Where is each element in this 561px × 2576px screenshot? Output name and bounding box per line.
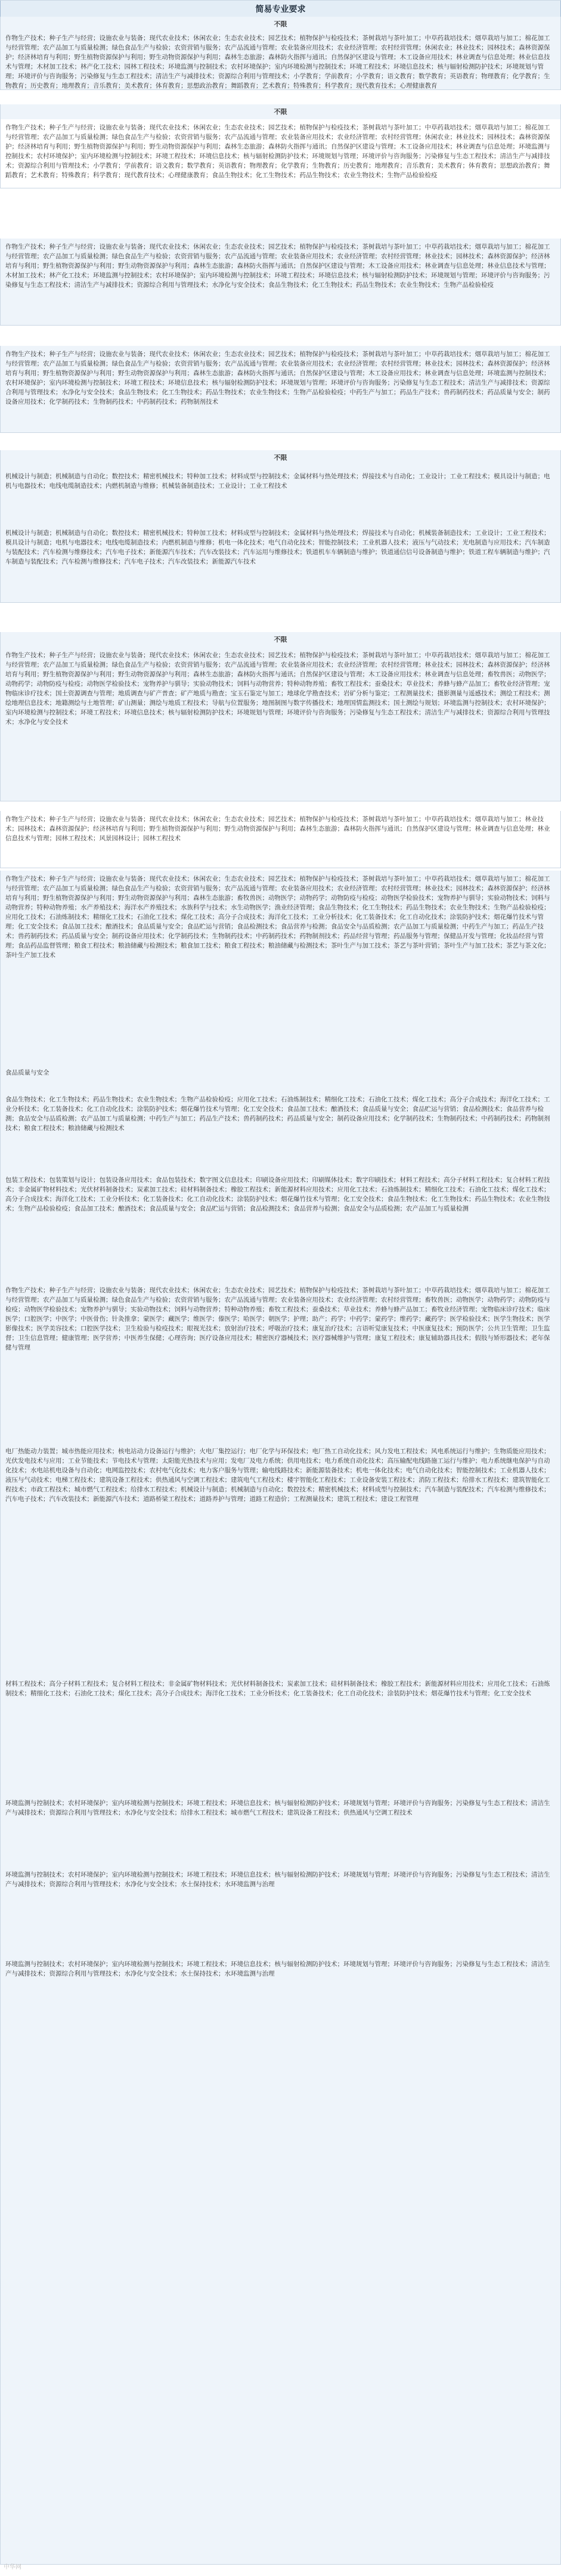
row-major-list: 电厂热能动力装置；城市热能应用技术；核电站动力设备运行与维护；火电厂集控运行；电厂化学与环保技术；电厂热工自动化技术；风力发电工程技术；风电系统运行与维护；生物质能应用技术；光伏发电技术与应用；工业节能技术；节电技术与管理；太阳能光热技术与应用；发电厂及电力系统；供用电技术；电力系统自动化技术；高压输配电线路施工运行与维护；电力系统继电保护与自动化技术；水电站机电设备与自动化；电网监控技术；农村电气化技术；电力客户服务与管理；输电线路技术；新能源装备技术；机电一体化技术；电气自动化技术；智能控制技术；工业机器人技术；液压与气动技术；电梯工程技术；建筑设备工程技术；供热通风与空调工程技术；建筑电气工程技术；楼宇智能化工程技术；工业设备安装工程技术；消防工程技术；给排水工程技术；建筑智能化工程技术；市政工程技术；城市燃气工程技术；给排水工程技术；机械设计与制造；机械制造与自动化；数控技术；精密机械技术；材料成型与控制技术；汽车制造与装配技术；汽车检测与维修技术；汽车电子技术；汽车改装技术；新能源汽车技术；道路桥梁工程技术；道路养护与管理；道路工程造价；工程测量技术；建筑工程技术；建设工程管理 (5, 1448, 550, 1503)
table-row (0, 450, 561, 469)
table-row (0, 239, 561, 326)
table-row (0, 119, 561, 188)
table-row (0, 632, 561, 648)
row-major-list: 环境监测与控制技术；农村环境保护；室内环境检测与控制技术；环境工程技术；环境信息技术；核与辐射检测防护技术；环境规划与管理；环境评价与咨询服务；污染修复与生态工程技术；清洁生产与减排技术；资源综合利用与管理技术；水净化与安全技术；水土保持技术；水环境监测与治理 (5, 1961, 550, 1977)
row-major-list: 环境监测与控制技术；农村环境保护；室内环境检测与控制技术；环境工程技术；环境信息技术；核与辐射检测防护技术；环境规划与管理；环境评价与咨询服务；污染修复与生态工程技术；清洁生产与减排技术；资源综合利用与管理技术；水净化与安全技术；给排水工程技术；城市燃气工程技术；建筑设备工程技术；供热通风与空调工程技术 (5, 1800, 550, 1816)
row-label-unlimited: 不限 (274, 108, 287, 116)
table-row (0, 871, 561, 1065)
table-row (0, 1282, 561, 1444)
table-row (0, 811, 561, 868)
row-major-list: 作物生产技术；种子生产与经营；设施农业与装备；现代农业技术；休闲农业；生态农业技术；园艺技术；植物保护与检疫技术；茶树栽培与茶叶加工；中草药栽培技术；烟草栽培与加工；棉花加工与经营管理；农产品加工与质量检测；绿色食品生产与检验；农资营销与服务；农产品流通与管理；农业装备应用技术；农业经济管理；农村经营管理；林业技术；园林技术；森林资源保护；经济林培育与利用；野生植物资源保护与利用；野生动物资源保护与利用；森林生态旅游；森林防火指挥与通讯；自然保护区建设与管理；木工设备应用技术；林业调查与信息处理；林业信息技术与管理；木材加工技术；林产化工技术；环境监测与控制技术；农村环境保护；室内环境检测与控制技术；环境工程技术；环境信息技术；核与辐射检测防护技术；环境规划与管理；环境评价与咨询服务；污染修复与生态工程技术；清洁生产与减排技术；资源综合利用与管理技术；水净化与安全技术；食品生物技术；化工生物技术；药品生物技术；农业生物技术；生物产品检验检疫 (5, 243, 550, 289)
table-header (0, 0, 561, 18)
row-major-list: 包装工程技术；包装策划与设计；包装设备应用技术；食品包装技术；数字图文信息技术；印刷设备应用技术；印刷媒体技术；数字印刷技术；材料工程技术；高分子材料工程技术；复合材料工程技术；非金属矿物材料技术；光伏材料制备技术；炭素加工技术；硅材料制备技术；橡胶工程技术；新能源材料应用技术；应用化工技术；石油炼制技术；精细化工技术；石油化工技术；煤化工技术；高分子合成技术；海洋化工技术；工业分析技术；化工装备技术；化工自动化技术；涂装防护技术；烟花爆竹技术与管理；化工安全技术；食品生物技术；化工生物技术；药品生物技术；农业生物技术；生物产品检验检疫；食品加工技术；酿酒技术；食品质量与安全；食品贮运与营销；食品检测技术；食品营养与检测；食品安全与品质检测；农产品加工与质量检测 (5, 1176, 550, 1212)
table-row (0, 468, 561, 525)
header-title: 简易专业要求 (255, 5, 306, 14)
row-major-list: 机械设计与制造；机械制造与自动化；数控技术；精密机械技术；特种加工技术；材料成型与控制技术；金属材料与热处理技术；焊接技术与自动化；工业设计；工业工程技术；模具设计与制造；电机与电器技术；电线电缆制造技术；内燃机制造与维修；机械装备制造技术；工业设计；工业工程技术 (5, 473, 550, 490)
table-row (0, 30, 561, 90)
table-row (0, 1064, 561, 1092)
table-row (0, 647, 561, 801)
table-row (0, 1866, 561, 1956)
table-row (0, 1676, 561, 1795)
table-row (0, 1795, 561, 1867)
table-row (0, 104, 561, 120)
row-major-list: 作物生产技术；种子生产与经营；设施农业与装备；现代农业技术；休闲农业；生态农业技术；园艺技术；植物保护与检疫技术；茶树栽培与茶叶加工；中草药栽培技术；烟草栽培与加工；棉花加工与经营管理；农产品加工与质量检测；绿色食品生产与检验；农资营销与服务；农产品流通与管理；农业装备应用技术；农业经济管理；农村经营管理；林业技术；园林技术；森林资源保护；经济林培育与利用；野生植物资源保护与利用；野生动物资源保护与利用；森林生态旅游；森林防火指挥与通讯；自然保护区建设与管理；木工设备应用技术；林业调查与信息处理；畜牧兽医；动物医学；动物药学；动物防疫与检疫；动物医学检验技术；宠物养护与驯导；实验动物技术；饲料与动物营养；特种动物养殖；畜牧工程技术；蚕桑技术；草业技术；养蜂与蜂产品加工；畜牧业经济管理；宠物临床诊疗技术；国土资源调查与管理；地质调查与矿产普查；矿产地质与勘查；宝玉石鉴定与加工；地球化学勘查技术；岩矿分析与鉴定；工程测量技术；摄影测量与遥感技术；测绘工程技术；测绘地理信息技术；地籍测绘与土地管理；矿山测量；测绘与地质工程技术；导航与位置服务；地图制图与数字传播技术；地理国情监测技术；国土测绘与规划；环境监测与控制技术；农村环境保护；室内环境检测与控制技术；环境工程技术；环境信息技术；核与辐射检测防护技术；环境规划与管理；环境评价与咨询服务；污染修复与生态工程技术；清洁生产与减排技术；资源综合利用与管理技术；水净化与安全技术 (5, 652, 550, 726)
table-row (0, 0, 561, 1)
table-row (0, 1443, 561, 1676)
table-row (0, 1172, 561, 1283)
row-major-list: 食品生物技术；化工生物技术；药品生物技术；农业生物技术；生物产品检验检疫；应用化工技术；石油炼制技术；精细化工技术；石油化工技术；煤化工技术；高分子合成技术；海洋化工技术；工业分析技术；化工装备技术；化工自动化技术；涂装防护技术；烟花爆竹技术与管理；化工安全技术；食品加工技术；酿酒技术；食品质量与安全；食品贮运与营销；食品检测技术；食品营养与检测；食品安全与品质检测；农产品加工与质量检测；中药生产与加工；药品生产技术；兽药制药技术；药品质量与安全；制药设备应用技术；化学制药技术；生物制药技术；中药制药技术；药物制剂技术；粮食工程技术；粮油储藏与检测技术 (5, 1096, 550, 1132)
row-major-list: 作物生产技术；种子生产与经营；设施农业与装备；现代农业技术；休闲农业；生态农业技术；园艺技术；植物保护与检疫技术；茶树栽培与茶叶加工；中草药栽培技术；烟草栽培与加工；棉花加工与经营管理；农产品加工与质量检测；绿色食品生产与检验；农资营销与服务；农产品流通与管理；农业装备应用技术；农业经济管理；农村经营管理；休闲农业；林业技术；园林技术；森林资源保护；经济林培育与利用；野生植物资源保护与利用；野生动物资源保护与利用；森林生态旅游；森林防火指挥与通讯；自然保护区建设与管理；木工设备应用技术；林业调查与信息处理；林业信息技术与管理；木材加工技术；林产化工技术；园林工程技术；环境监测与控制技术；农村环境保护；室内环境检测与控制技术；环境工程技术；环境信息技术；核与辐射检测防护技术；环境规划与管理；环境评价与咨询服务；污染修复与生态工程技术；清洁生产与减排技术；资源综合利用与管理技术；小学教育；学前教育；小学教育；语文教育；数学教育；英语教育；物理教育；化学教育；生物教育；历史教育；地理教育；音乐教育；美术教育；体育教育；思想政治教育；舞蹈教育；艺术教育；特殊教育；科学教育；现代教育技术；心理健康教育 (5, 35, 550, 89)
row-major-list: 作物生产技术；种子生产与经营；设施农业与装备；现代农业技术；休闲农业；生态农业技术；园艺技术；植物保护与检疫技术；茶树栽培与茶叶加工；中草药栽培技术；烟草栽培与加工；棉花加工与经营管理；农产品加工与质量检测；绿色食品生产与检验；农资营销与服务；农产品流通与管理；农业装备应用技术；农业经济管理；农村经营管理；林业技术；园林技术；森林资源保护；经济林培育与利用；野生植物资源保护与利用；野生动物资源保护与利用；森林生态旅游；畜牧兽医；动物医学；动物药学；动物防疫与检疫；动物医学检验技术；宠物养护与驯导；实验动物技术；饲料与动物营养；特种动物养殖；水产养殖技术；海洋水产养殖技术；水族科学与技术；水生动物医学；渔业经济管理；食品生物技术；化工生物技术；药品生物技术；农业生物技术；生物产品检验检疫；应用化工技术；石油炼制技术；精细化工技术；石油化工技术；煤化工技术；高分子合成技术；海洋化工技术；工业分析技术；化工装备技术；化工自动化技术；涂装防护技术；烟花爆竹技术与管理；化工安全技术；食品加工技术；酿酒技术；食品质量与安全；食品贮运与营销；食品检测技术；食品营养与检测；食品安全与品质检测；农产品加工与质量检测；中药生产与加工；药品生产技术；兽药制药技术；药品质量与安全；制药设备应用技术；化学制药技术；生物制药技术；中药制药技术；药物制剂技术；药品经营与管理；药品服务与管理；保健品开发与管理；化妆品经营与管理；食品药品监督管理；粮食工程技术；粮油储藏与检测技术；粮食加工技术；粮食工程技术；粮油储藏与检测技术；茶叶生产与加工技术；茶艺与茶叶营销；茶叶生产与加工技术；茶艺与茶文化；茶叶生产加工技术 (5, 875, 550, 959)
row-major-list: 作物生产技术；种子生产与经营；设施农业与装备；现代农业技术；休闲农业；生态农业技术；园艺技术；植物保护与检疫技术；茶树栽培与茶叶加工；中草药栽培技术；烟草栽培与加工；棉花加工与经营管理；农产品加工与质量检测；绿色食品生产与检验；农资营销与服务；农产品流通与管理；农业装备应用技术；农业经济管理；农村经营管理；林业技术；园林技术；森林资源保护；经济林培育与利用；野生植物资源保护与利用；野生动物资源保护与利用；森林生态旅游；森林防火指挥与通讯；自然保护区建设与管理；木工设备应用技术；林业调查与信息处理；环境监测与控制技术；农村环境保护；室内环境检测与控制技术；环境工程技术；环境信息技术；核与辐射检测防护技术；环境规划与管理；环境评价与咨询服务；污染修复与生态工程技术；清洁生产与减排技术；资源综合利用与管理技术；水净化与安全技术；食品生物技术；化工生物技术；药品生物技术；农业生物技术；生物产品检验检疫；中药生产与加工；药品生产技术；兽药制药技术；药品质量与安全；制药设备应用技术；化学制药技术；生物制药技术；中药制药技术；药物制剂技术 (5, 351, 550, 405)
table-row (0, 17, 561, 30)
table-row (0, 1091, 561, 1172)
row-label-unlimited: 不限 (274, 636, 287, 643)
table-row (0, 346, 561, 433)
watermark: 中华网 (4, 2564, 21, 2571)
row-label-unlimited: 不限 (274, 454, 287, 462)
row-major-list: 环境监测与控制技术；农村环境保护；室内环境检测与控制技术；环境工程技术；环境信息技术；核与辐射检测防护技术；环境规划与管理；环境评价与咨询服务；污染修复与生态工程技术；清洁生产与减排技术；资源综合利用与管理技术；水净化与安全技术；水土保持技术；水环境监测与治理 (5, 1871, 550, 1888)
row-major-list: 食品质量与安全 (5, 1069, 49, 1076)
row-major-list: 作物生产技术；种子生产与经营；设施农业与装备；现代农业技术；休闲农业；生态农业技术；园艺技术；植物保护与检疫技术；茶树栽培与茶叶加工；中草药栽培技术；烟草栽培与加工；棉花加工与经营管理；农产品加工与质量检测；绿色食品生产与检验；农资营销与服务；农产品流通与管理；农业装备应用技术；农业经济管理；农村经营管理；畜牧兽医；动物医学；动物药学；动物防疫与检疫；动物医学检验技术；宠物养护与驯导；实验动物技术；饲料与动物营养；特种动物养殖；畜牧工程技术；蚕桑技术；草业技术；养蜂与蜂产品加工；畜牧业经济管理；宠物临床诊疗技术；临床医学；口腔医学；中医学；中医骨伤；针灸推拿；蒙医学；藏医学；维医学；傣医学；哈医学；朝医学；护理；助产；药学；中药学；蒙药学；维药学；藏药学；医学检验技术；医学生物技术；医学影像技术；医学美容技术；口腔医学技术；卫生检验与检疫技术；眼视光技术；放射治疗技术；呼吸治疗技术；康复治疗技术；言语听觉康复技术；中医康复技术；预防医学；公共卫生管理；卫生监督；卫生信息管理；健康管理；医学营养；中医养生保健；心理咨询；医疗设备应用技术；精密医疗器械技术；医疗器械维护与管理；康复工程技术；康复辅助器具技术；假肢与矫形器技术；老年保健与管理 (5, 1287, 550, 1351)
row-major-list: 作物生产技术；种子生产与经营；设施农业与装备；现代农业技术；休闲农业；生态农业技术；园艺技术；植物保护与检疫技术；茶树栽培与茶叶加工；中草药栽培技术；烟草栽培与加工；林业技术；园林技术；森林资源保护；经济林培育与利用；野生植物资源保护与利用；野生动物资源保护与利用；森林生态旅游；森林防火指挥与通讯；自然保护区建设与管理；林业调查与信息处理；林业信息技术与管理；园林工程技术；风景园林设计；园林工程技术 (5, 816, 550, 842)
row-major-list: 机械设计与制造；机械制造与自动化；数控技术；精密机械技术；特种加工技术；材料成型与控制技术；金属材料与热处理技术；焊接技术与自动化；机械装备制造技术；工业设计；工业工程技术；模具设计与制造；电机与电器技术；电线电缆制造技术；内燃机制造与维修；机电一体化技术；电气自动化技术；智能控制技术；工业机器人技术；液压与气动技术；光电制造与应用技术；汽车制造与装配技术；汽车检测与维修技术；汽车电子技术；新能源汽车技术；汽车改装技术；汽车运用与维修技术；铁道机车车辆制造与维护；铁道通信信号设备制造与维护；铁道工程车辆制造与维护；汽车制造与装配技术；汽车检测与维修技术；汽车电子技术；汽车改装技术；新能源汽车技术 (5, 530, 550, 565)
table-row (0, 525, 561, 603)
row-major-list: 作物生产技术；种子生产与经营；设施农业与装备；现代农业技术；休闲农业；生态农业技术；园艺技术；植物保护与检疫技术；茶树栽培与茶叶加工；中草药栽培技术；烟草栽培与加工；棉花加工与经营管理；农产品加工与质量检测；绿色食品生产与检验；农资营销与服务；农产品流通与管理；农业装备应用技术；农业经济管理；农村经营管理；休闲农业；林业技术；园林技术；森林资源保护；经济林培育与利用；野生植物资源保护与利用；野生动物资源保护与利用；森林生态旅游；森林防火指挥与通讯；自然保护区建设与管理；木工设备应用技术；林业调查与信息处理；环境监测与控制技术；农村环境保护；室内环境检测与控制技术；环境工程技术；环境信息技术；核与辐射检测防护技术；环境规划与管理；环境评价与咨询服务；污染修复与生态工程技术；清洁生产与减排技术；资源综合利用与管理技术；小学教育；学前教育；语文教育；数学教育；英语教育；物理教育；化学教育；生物教育；历史教育；地理教育；音乐教育；美术教育；体育教育；思想政治教育；舞蹈教育；艺术教育；特殊教育；科学教育；现代教育技术；心理健康教育；食品生物技术；化工生物技术；药品生物技术；农业生物技术；生物产品检验检疫 (5, 124, 550, 179)
row-major-list: 材料工程技术；高分子材料工程技术；复合材料工程技术；非金属矿物材料技术；光伏材料制备技术；炭素加工技术；硅材料制备技术；橡胶工程技术；新能源材料应用技术；应用化工技术；石油炼制技术；精细化工技术；石油化工技术；煤化工技术；高分子合成技术；海洋化工技术；工业分析技术；化工装备技术；化工自动化技术；涂装防护技术；烟花爆竹技术与管理；化工安全技术 (5, 1680, 550, 1697)
row-major-list (1, 0, 560, 1)
table-row (0, 1956, 561, 2565)
row-label-unlimited: 不限 (274, 20, 287, 28)
